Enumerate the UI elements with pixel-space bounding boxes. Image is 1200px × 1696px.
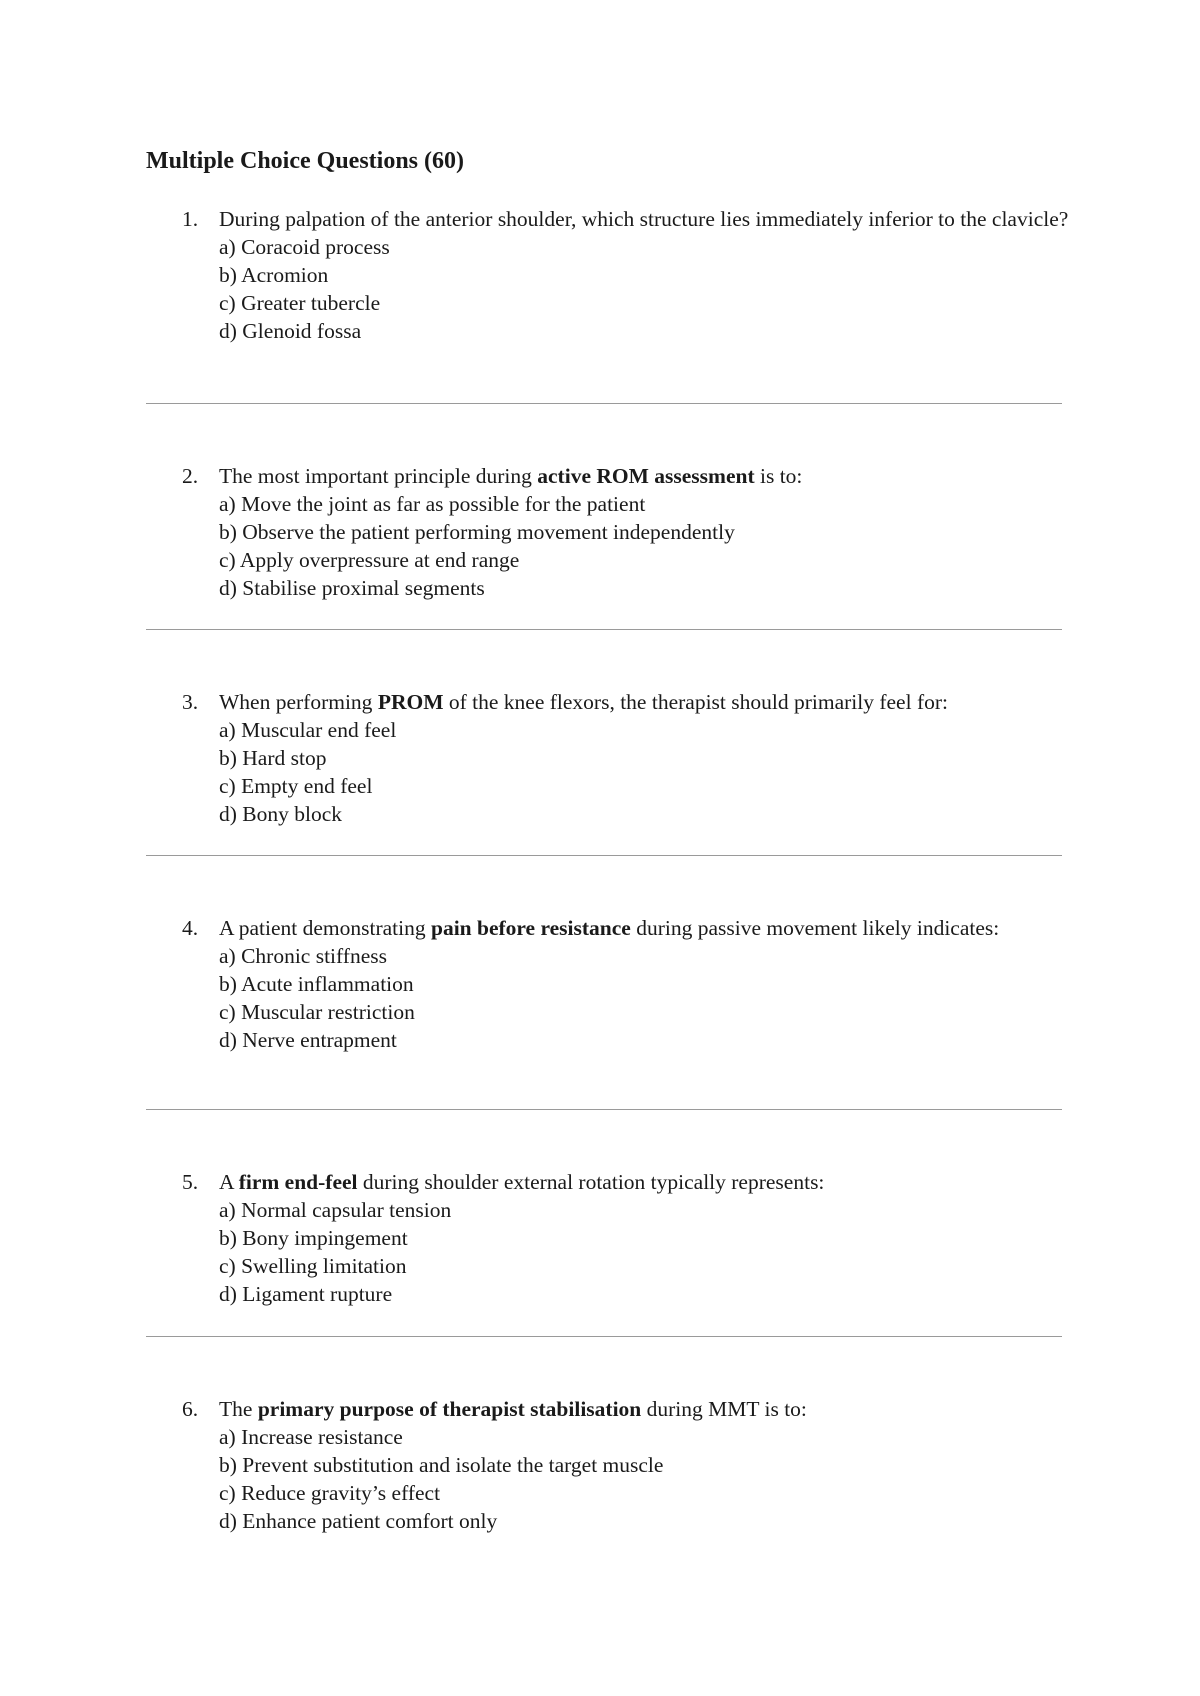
question-stem	[219, 1168, 1082, 1196]
question-body	[219, 1395, 1082, 1535]
question-1	[182, 205, 1082, 345]
answer-option: b) Acute inflammation	[219, 972, 414, 996]
answer-option: c) Reduce gravity’s effect	[219, 1481, 441, 1505]
question-number: 6.	[182, 1397, 199, 1421]
question-stem-text: A	[219, 1170, 239, 1194]
answer-option: d) Enhance patient comfort only	[219, 1509, 498, 1533]
answer-option: b) Prevent substitution and isolate the target muscle	[219, 1453, 664, 1477]
question-4	[182, 914, 1082, 1054]
question-number: 4.	[182, 916, 199, 940]
question-body	[219, 914, 1082, 1054]
answer-option: b) Observe the patient performing movement independently	[219, 520, 735, 544]
answer-option: a) Increase resistance	[219, 1425, 403, 1449]
question-stem-text: The	[219, 1397, 258, 1421]
question-number: 3.	[182, 690, 199, 714]
question-2	[182, 462, 1082, 602]
question-stem	[219, 462, 1082, 490]
question-stem-text: During palpation of the anterior shoulder, which structure lies immediately inferior to the clavicle?	[219, 207, 1069, 231]
section-divider	[146, 629, 1062, 630]
answer-option: b) Bony impingement	[219, 1226, 408, 1250]
section-divider	[146, 1109, 1062, 1110]
question-stem-text: When performing	[219, 690, 378, 714]
question-stem-emphasis: pain before resistance	[430, 916, 631, 940]
question-stem-emphasis: primary purpose of therapist stabilisation	[257, 1397, 642, 1421]
answer-option: c) Empty end feel	[219, 774, 373, 798]
question-stem-text: is to:	[754, 464, 803, 488]
answer-option: a) Muscular end feel	[219, 718, 397, 742]
question-3	[182, 688, 1082, 828]
question-body	[219, 1168, 1082, 1308]
answer-option: c) Muscular restriction	[219, 1000, 415, 1024]
page-title: Multiple Choice Questions (60)	[146, 148, 464, 174]
answer-option: d) Ligament rupture	[219, 1282, 393, 1306]
answer-option: b) Acromion	[219, 263, 329, 287]
answer-option: d) Bony block	[219, 802, 343, 826]
question-stem	[219, 688, 1082, 716]
answer-option: a) Chronic stiffness	[219, 944, 387, 968]
question-number: 1.	[182, 207, 199, 231]
question-stem-text: of the knee flexors, the therapist should primarily feel for:	[443, 690, 948, 714]
question-6	[182, 1395, 1082, 1535]
question-body	[219, 688, 1082, 828]
answer-option: a) Normal capsular tension	[219, 1198, 452, 1222]
answer-option: c) Apply overpressure at end range	[219, 548, 520, 572]
question-stem-emphasis: active ROM assessment	[537, 464, 755, 488]
question-stem-text: during shoulder external rotation typically represents:	[357, 1170, 825, 1194]
section-divider	[146, 1336, 1062, 1337]
section-divider	[146, 403, 1062, 404]
answer-option: c) Greater tubercle	[219, 291, 381, 315]
question-body	[219, 205, 1082, 345]
question-stem-emphasis: PROM	[377, 690, 444, 714]
answer-option: c) Swelling limitation	[219, 1254, 407, 1278]
section-divider	[146, 855, 1062, 856]
question-stem	[219, 205, 1082, 233]
question-stem-text: during passive movement likely indicates:	[630, 916, 1000, 940]
question-number: 5.	[182, 1170, 199, 1194]
answer-option: d) Glenoid fossa	[219, 319, 362, 343]
question-5	[182, 1168, 1082, 1308]
answer-option: d) Stabilise proximal segments	[219, 576, 485, 600]
question-stem-emphasis: firm end-feel	[238, 1170, 358, 1194]
answer-option: a) Move the joint as far as possible for the patient	[219, 492, 646, 516]
question-stem-text: during MMT is to:	[641, 1397, 807, 1421]
answer-option: a) Coracoid process	[219, 235, 390, 259]
question-number: 2.	[182, 464, 199, 488]
answer-option: b) Hard stop	[219, 746, 327, 770]
question-body	[219, 462, 1082, 602]
question-stem-text: A patient demonstrating	[219, 916, 431, 940]
question-stem	[219, 1395, 1082, 1423]
answer-option: d) Nerve entrapment	[219, 1028, 397, 1052]
question-stem-text: The most important principle during	[219, 464, 538, 488]
question-stem	[219, 914, 1082, 942]
